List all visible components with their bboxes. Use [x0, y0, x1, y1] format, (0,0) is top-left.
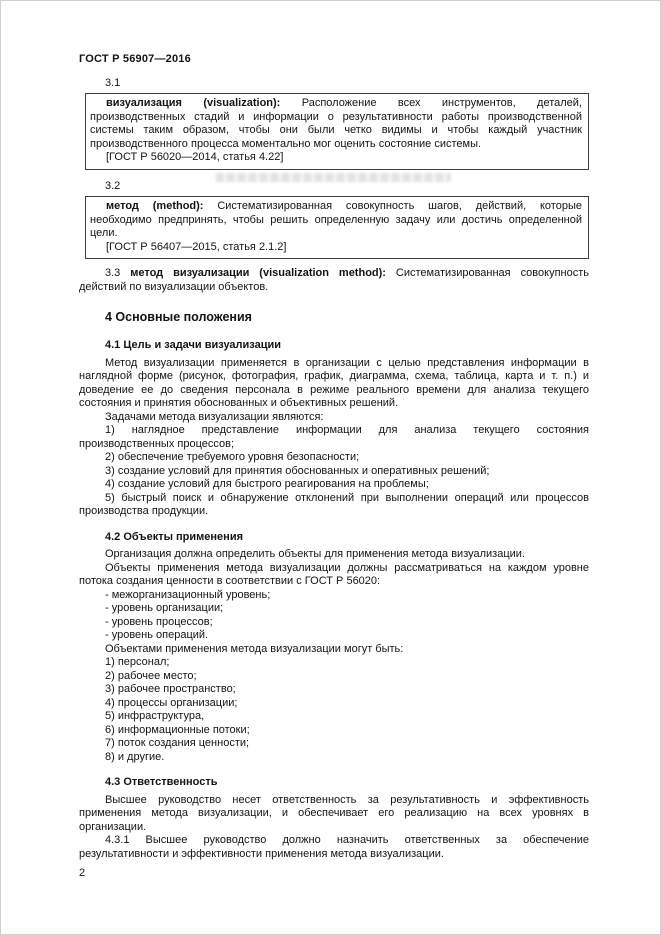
task-item: 5) быстрый поиск и обнаружение отклонений при выполнении операций или процессов производства продукции. [79, 491, 589, 517]
page-number: 2 [79, 867, 86, 879]
definition-box-visualization [85, 93, 589, 170]
section-4-2-title: 4.2 Объекты применения [105, 530, 243, 543]
definition-3-2-text: Систематизированная совокупность шагов, действий, которые необходимо предпринять, чтобы решить определенную задачу или достичь определенной цели. [90, 200, 582, 239]
definition-3-1-text: Расположение всех инструментов, деталей, производственных стадий и информации о результативности работы производственной системы таким образом, чтобы они были четко видимы и чтобы каждый участник производственного процесса моментально мог оценить состояние системы. [90, 97, 582, 150]
object-item: 5) инфраструктура, [105, 710, 205, 722]
definition-3-3 [79, 267, 589, 294]
definition-3-1-source: [ГОСТ Р 56020—2014, статья 4.22] [106, 151, 284, 163]
task-item: 3) создание условий для принятия обоснованных и оперативных решений; [105, 464, 490, 477]
task-item: 2) обеспечение требуемого уровня безопасности; [105, 451, 360, 463]
section-4-3-paragraph-2: 4.3.1 Высшее руководство должно назначить ответственных за обеспечение результативности и эффективности применения метода визуализации. [79, 834, 589, 860]
section-4-1-title: 4.1 Цель и задачи визуализации [105, 339, 282, 351]
task-item: 4) создание условий для быстрого реагирования на проблемы; [105, 478, 429, 490]
section-4-2-paragraph-1: Организация должна определить объекты для применения метода визуализации. [105, 548, 525, 560]
definition-3-2 [90, 200, 582, 241]
definition-3-1 [90, 97, 582, 151]
level-item: - уровень операций. [105, 629, 209, 641]
object-item: 3) рабочее пространство; [105, 683, 236, 695]
object-item: 8) и другие. [105, 750, 165, 763]
task-item: 1) наглядное представление информации для анализа текущего состояния производственных процессов; [79, 424, 589, 450]
term-visualization-method: метод визуализации (visualization method): [130, 267, 386, 279]
section-4-1-paragraph-1: Метод визуализации применяется в организации с целью представления информации в наглядной форме (рисунок, фотография, график, диаграмма, схема, таблица, карта и т. п.) и доведение ее до сведения персонала в режиме реального времени для анализа текущего состояния и принятия обоснованных и объективных решений. [79, 356, 589, 409]
section-4-1-paragraph-2: Задачами метода визуализации являются: [105, 410, 324, 423]
level-item: - уровень организации; [105, 602, 224, 614]
section-4-2-paragraph-3: Объектами применения метода визуализации могут быть: [105, 642, 404, 655]
scan-artifact [216, 173, 451, 182]
section-4-2-paragraph-2: Объекты применения метода визуализации должны рассматриваться на каждом уровне потока создания ценности в соответствии с ГОСТ Р 56020: [79, 561, 589, 587]
level-item: - уровень процессов; [105, 615, 213, 628]
object-item: 1) персонал; [105, 656, 170, 668]
term-visualization: визуализация (visualization): [106, 97, 281, 109]
object-item: 2) рабочее место; [105, 669, 197, 682]
definition-3-2-source: [ГОСТ Р 56407—2015, статья 2.1.2] [106, 240, 287, 253]
term-method: метод (method): [106, 200, 204, 212]
section-4-title: 4 Основные положения [105, 310, 252, 324]
object-item: 4) процессы организации; [105, 696, 238, 709]
level-item: - межорганизационный уровень; [105, 588, 271, 601]
section-4-3-title: 4.3 Ответственность [105, 776, 218, 788]
doc-number: ГОСТ Р 56907—2016 [79, 53, 191, 65]
clause-3-3-number: 3.3 [105, 267, 121, 279]
object-item: 7) поток создания ценности; [105, 737, 250, 749]
clause-3-2-number: 3.2 [105, 179, 121, 192]
definition-3-3-text: Систематизированная совокупность действий по визуализации объектов. [79, 267, 589, 293]
section-4-3-paragraph-1: Высшее руководство несет ответственность за результативность и эффективность применения метода визуализации, и обеспечивает его реализацию на всех уровнях в организации. [79, 793, 589, 833]
definition-box-method [85, 196, 589, 259]
object-item: 6) информационные потоки; [105, 723, 250, 736]
clause-3-1-number: 3.1 [105, 76, 121, 89]
